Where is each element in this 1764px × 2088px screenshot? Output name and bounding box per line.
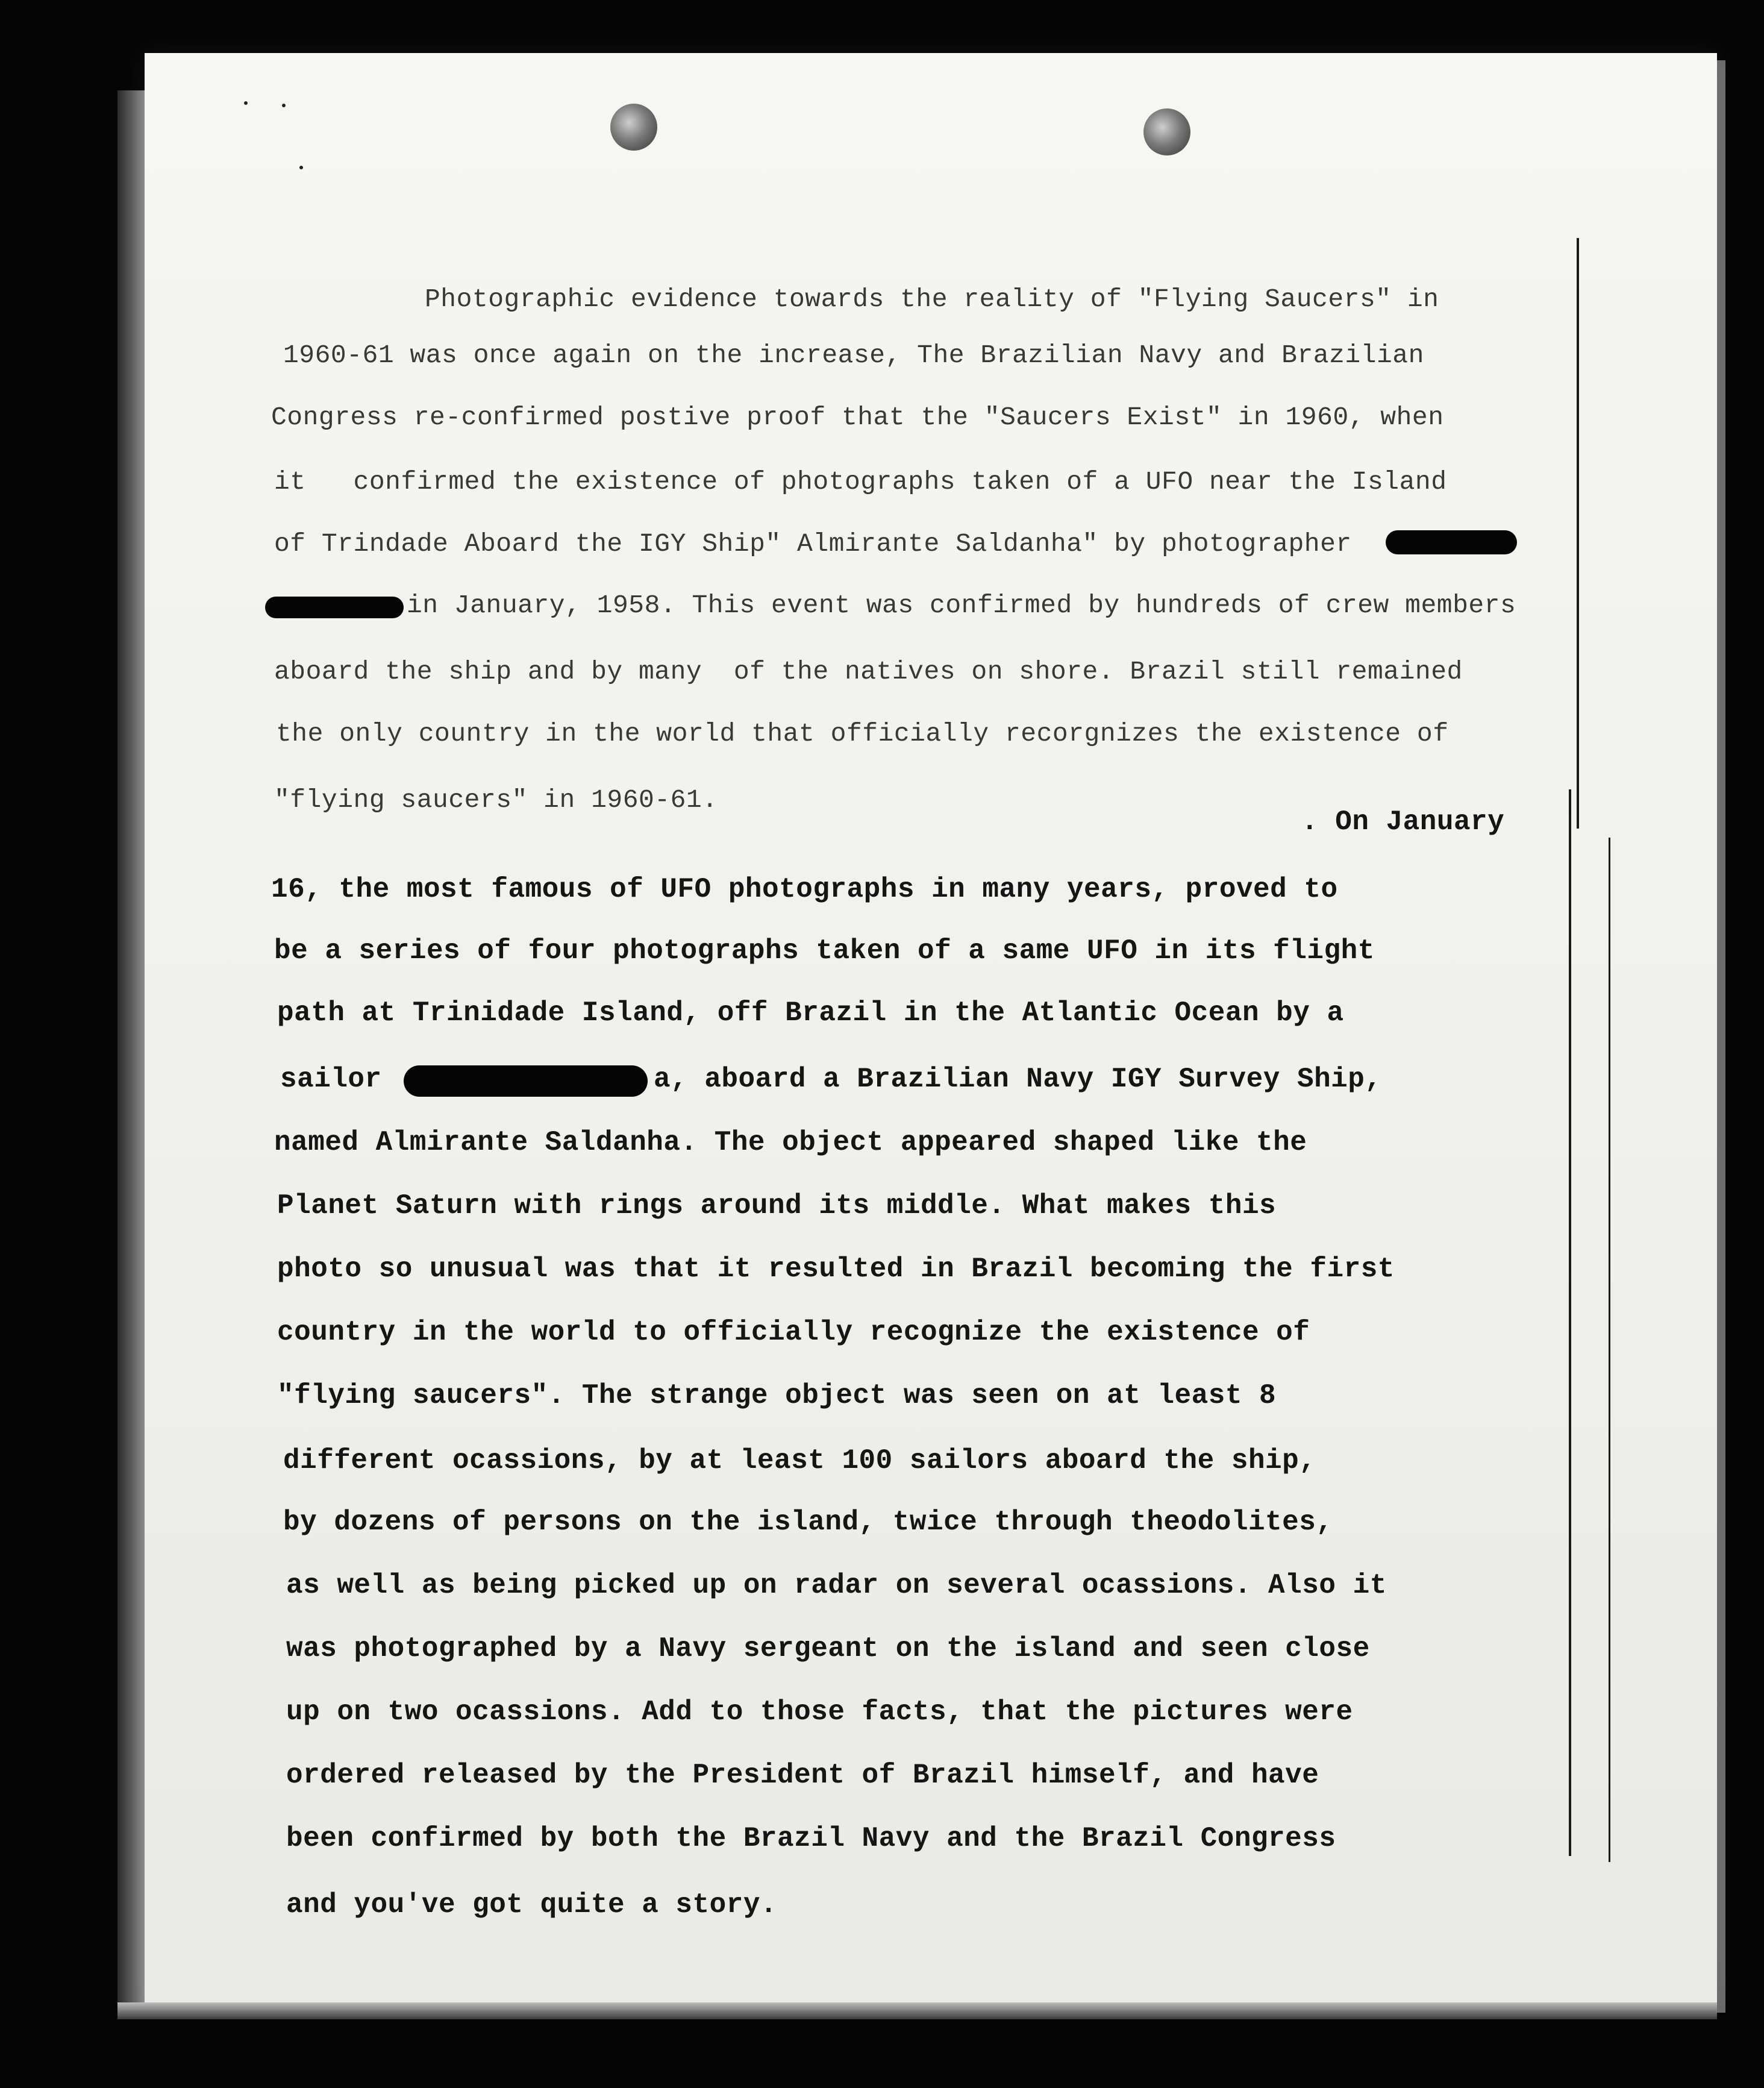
paper-left-edge [117, 90, 145, 2004]
paragraph-1-line: 1960-61 was once again on the increase, The Brazilian Navy and Brazilian [283, 340, 1424, 370]
redaction-mark [265, 597, 404, 618]
redaction-mark [404, 1065, 648, 1097]
paragraph-2-line: a, aboard a Brazilian Navy IGY Survey Ship, [654, 1064, 1382, 1095]
paragraph-2-line: . On January [1301, 806, 1505, 838]
paragraph-2-line: photo so unusual was that it resulted in Brazil becoming the first [277, 1253, 1395, 1285]
paragraph-1-line: Photographic evidence towards the reality of "Flying Saucers" in [425, 284, 1439, 314]
paragraph-1-line: of Trindade Aboard the IGY Ship" Almirante Saldanha" by photographer [274, 529, 1352, 559]
paragraph-2-line: country in the world to officially recognize the existence of [277, 1317, 1310, 1348]
paragraph-1-line: the only country in the world that officially recorgnizes the existence of [276, 719, 1449, 748]
paragraph-2-line: been confirmed by both the Brazil Navy and the Brazil Congress [286, 1823, 1336, 1854]
paragraph-2-line: "flying saucers". The strange object was seen on at least 8 [277, 1380, 1277, 1411]
paragraph-2-line: up on two ocassions. Add to those facts, that the pictures were [286, 1696, 1353, 1728]
speck [244, 101, 248, 105]
paragraph-2-line: named Almirante Saldanha. The object appeared shaped like the [274, 1127, 1307, 1158]
paragraph-1-line: "flying saucers" in 1960-61. [274, 785, 718, 815]
paragraph-2-line: different ocassions, by at least 100 sailors aboard the ship, [283, 1445, 1316, 1476]
paragraph-2-line: path at Trinidade Island, off Brazil in the Atlantic Ocean by a [277, 997, 1344, 1029]
paragraph-2-line: sailor [280, 1064, 382, 1095]
paragraph-2-line: as well as being picked up on radar on several ocassions. Also it [286, 1570, 1387, 1601]
redaction-mark [1386, 530, 1517, 554]
paragraph-1-line: Congress re-confirmed postive proof that the "Saucers Exist" in 1960, when [271, 403, 1444, 432]
paragraph-2-line: be a series of four photographs taken of a same UFO in its flight [274, 935, 1375, 967]
paragraph-2-line: Planet Saturn with rings around its middle. What makes this [277, 1190, 1277, 1221]
margin-rule-upper [1577, 238, 1579, 829]
speck [282, 104, 286, 107]
paper-bottom-edge [117, 2002, 1717, 2019]
paper-right-edge [1717, 60, 1725, 2013]
punch-hole-right [1143, 108, 1190, 155]
paragraph-2-line: 16, the most famous of UFO photographs in many years, proved to [271, 874, 1338, 905]
paragraph-2-line: ordered released by the President of Brazil himself, and have [286, 1760, 1319, 1791]
margin-rule-lower-outer [1609, 838, 1610, 1862]
paragraph-1-line: aboard the ship and by many of the natives on shore. Brazil still remained [274, 657, 1463, 686]
margin-rule-lower [1569, 789, 1571, 1856]
speck [299, 166, 303, 169]
paragraph-1-line: in January, 1958. This event was confirmed by hundreds of crew members [407, 591, 1516, 620]
punch-hole-left [610, 104, 657, 151]
paragraph-2-line: and you've got quite a story. [286, 1889, 778, 1920]
paragraph-2-line: by dozens of persons on the island, twice through theodolites, [283, 1506, 1333, 1538]
paragraph-1-line: it confirmed the existence of photographs taken of a UFO near the Island [274, 467, 1447, 497]
paragraph-2-line: was photographed by a Navy sergeant on the island and seen close [286, 1633, 1370, 1664]
